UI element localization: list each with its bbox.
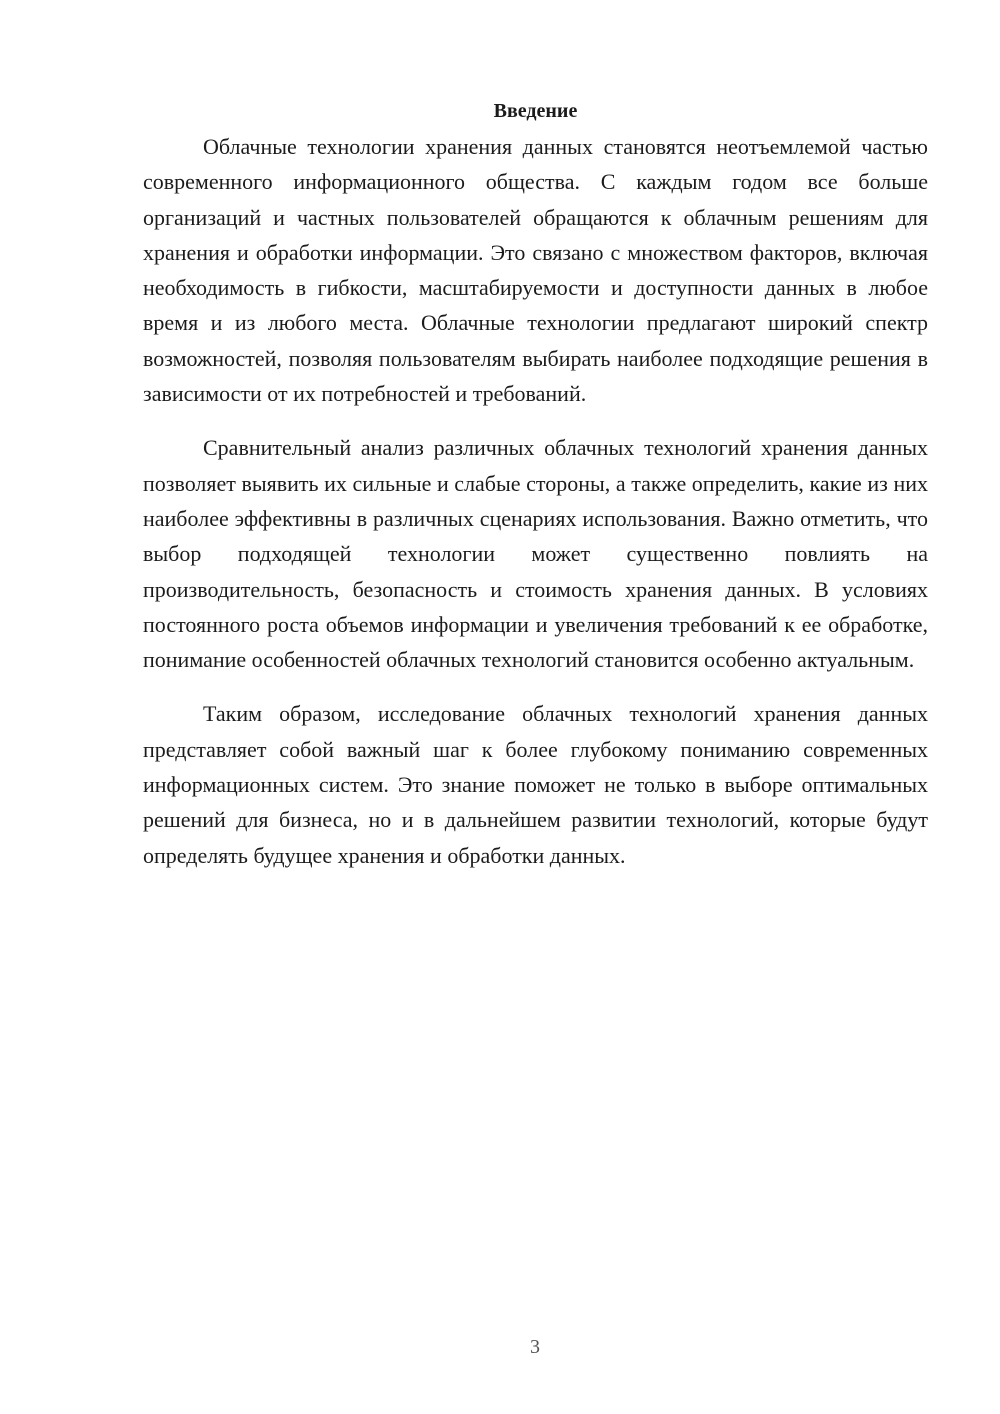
page-number: 3 bbox=[530, 1336, 540, 1358]
section-title: Введение bbox=[493, 100, 578, 122]
paragraph-2: Сравнительный анализ различных облачных технологий хранения данных позволяет выявить их сильные и слабые стороны, а также определить, какие из них наиболее эффективны в различных сценариях использования. Важно отметить, что выбор подходящей технологии может существенно повлиять на производительность, безопасность и стоимость хранения данных. В условиях постоянного роста объемов информации и увеличения требований к ее обработке, понимание особенностей облачных технологий становится особенно актуальным. bbox=[143, 435, 928, 673]
page-content bbox=[143, 96, 928, 873]
paragraph-1: Облачные технологии хранения данных становятся неотъемлемой частью современного информационного общества. С каждым годом все больше организаций и частных пользователей обращаются к облачным решениям для хранения и обработки информации. Это связано с множеством факторов, включая необходимость в гибкости, масштабируемости и доступности данных в любое время и из любого места. Облачные технологии предлагают широкий спектр возможностей, позволяя пользователям выбирать наиболее подходящие решения в зависимости от их потребностей и требований. bbox=[143, 134, 928, 407]
paragraph-3: Таким образом, исследование облачных технологий хранения данных представляет собой важный шаг к более глубокому пониманию современных информационных систем. Это знание поможет не только в выборе оптимальных решений для бизнеса, но и в дальнейшем развитии технологий, которые будут определять будущее хранения и обработки данных. bbox=[143, 701, 928, 868]
